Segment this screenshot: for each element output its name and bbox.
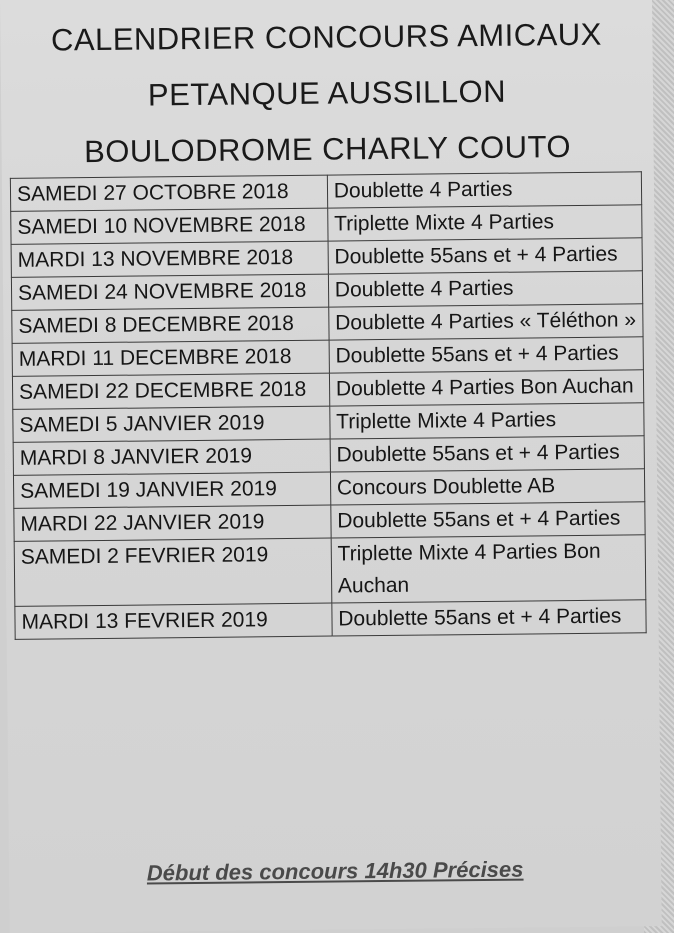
event-cell: Doublette 55ans et + 4 Parties: [331, 502, 646, 538]
table-row: [14, 535, 646, 607]
title-line-2: PETANQUE AUSSILLON: [147, 73, 507, 112]
date-cell: SAMEDI 27 OCTOBRE 2018: [10, 175, 327, 211]
table-row: [15, 600, 646, 640]
date-cell: MARDI 13 FEVRIER 2019: [15, 603, 332, 639]
event-cell: Triplette Mixte 4 Parties: [330, 403, 645, 439]
calendar-table: [10, 171, 647, 640]
date-cell: SAMEDI 5 JANVIER 2019: [13, 406, 330, 442]
event-cell: Triplette Mixte 4 Parties Bon Auchan: [331, 535, 646, 603]
event-cell: Doublette 55ans et + 4 Parties: [328, 238, 643, 274]
event-cell: Doublette 4 Parties: [327, 172, 642, 208]
date-cell: MARDI 22 JANVIER 2019: [14, 505, 331, 541]
date-cell: SAMEDI 10 NOVEMBRE 2018: [11, 208, 328, 244]
event-cell: Doublette 4 Parties Bon Auchan: [329, 370, 644, 406]
date-cell: MARDI 11 DECEMBRE 2018: [12, 340, 329, 376]
event-cell: Triplette Mixte 4 Parties: [327, 205, 642, 241]
event-cell: Doublette 4 Parties « Téléthon »: [329, 304, 644, 340]
event-cell: Doublette 55ans et + 4 Parties: [332, 600, 647, 636]
date-cell: SAMEDI 2 FEVRIER 2019: [14, 538, 331, 606]
event-cell: Concours Doublette AB: [330, 469, 645, 505]
event-cell: Doublette 4 Parties: [328, 271, 643, 307]
event-cell: Doublette 55ans et + 4 Parties: [329, 337, 644, 373]
date-cell: SAMEDI 19 JANVIER 2019: [13, 472, 330, 508]
date-cell: SAMEDI 24 NOVEMBRE 2018: [11, 274, 328, 310]
date-cell: MARDI 8 JANVIER 2019: [13, 439, 330, 475]
start-time-note: Début des concours 14h30 Précises: [146, 856, 524, 886]
page-header: [0, 5, 654, 180]
title-line-3: BOULODROME CHARLY COUTO: [83, 128, 572, 169]
date-cell: SAMEDI 8 DECEMBRE 2018: [12, 307, 329, 343]
date-cell: SAMEDI 22 DECEMBRE 2018: [12, 373, 329, 409]
title-line-1: CALENDRIER CONCOURS AMICAUX: [50, 16, 603, 57]
event-cell: Doublette 55ans et + 4 Parties: [330, 436, 645, 472]
date-cell: MARDI 13 NOVEMBRE 2018: [11, 241, 328, 277]
